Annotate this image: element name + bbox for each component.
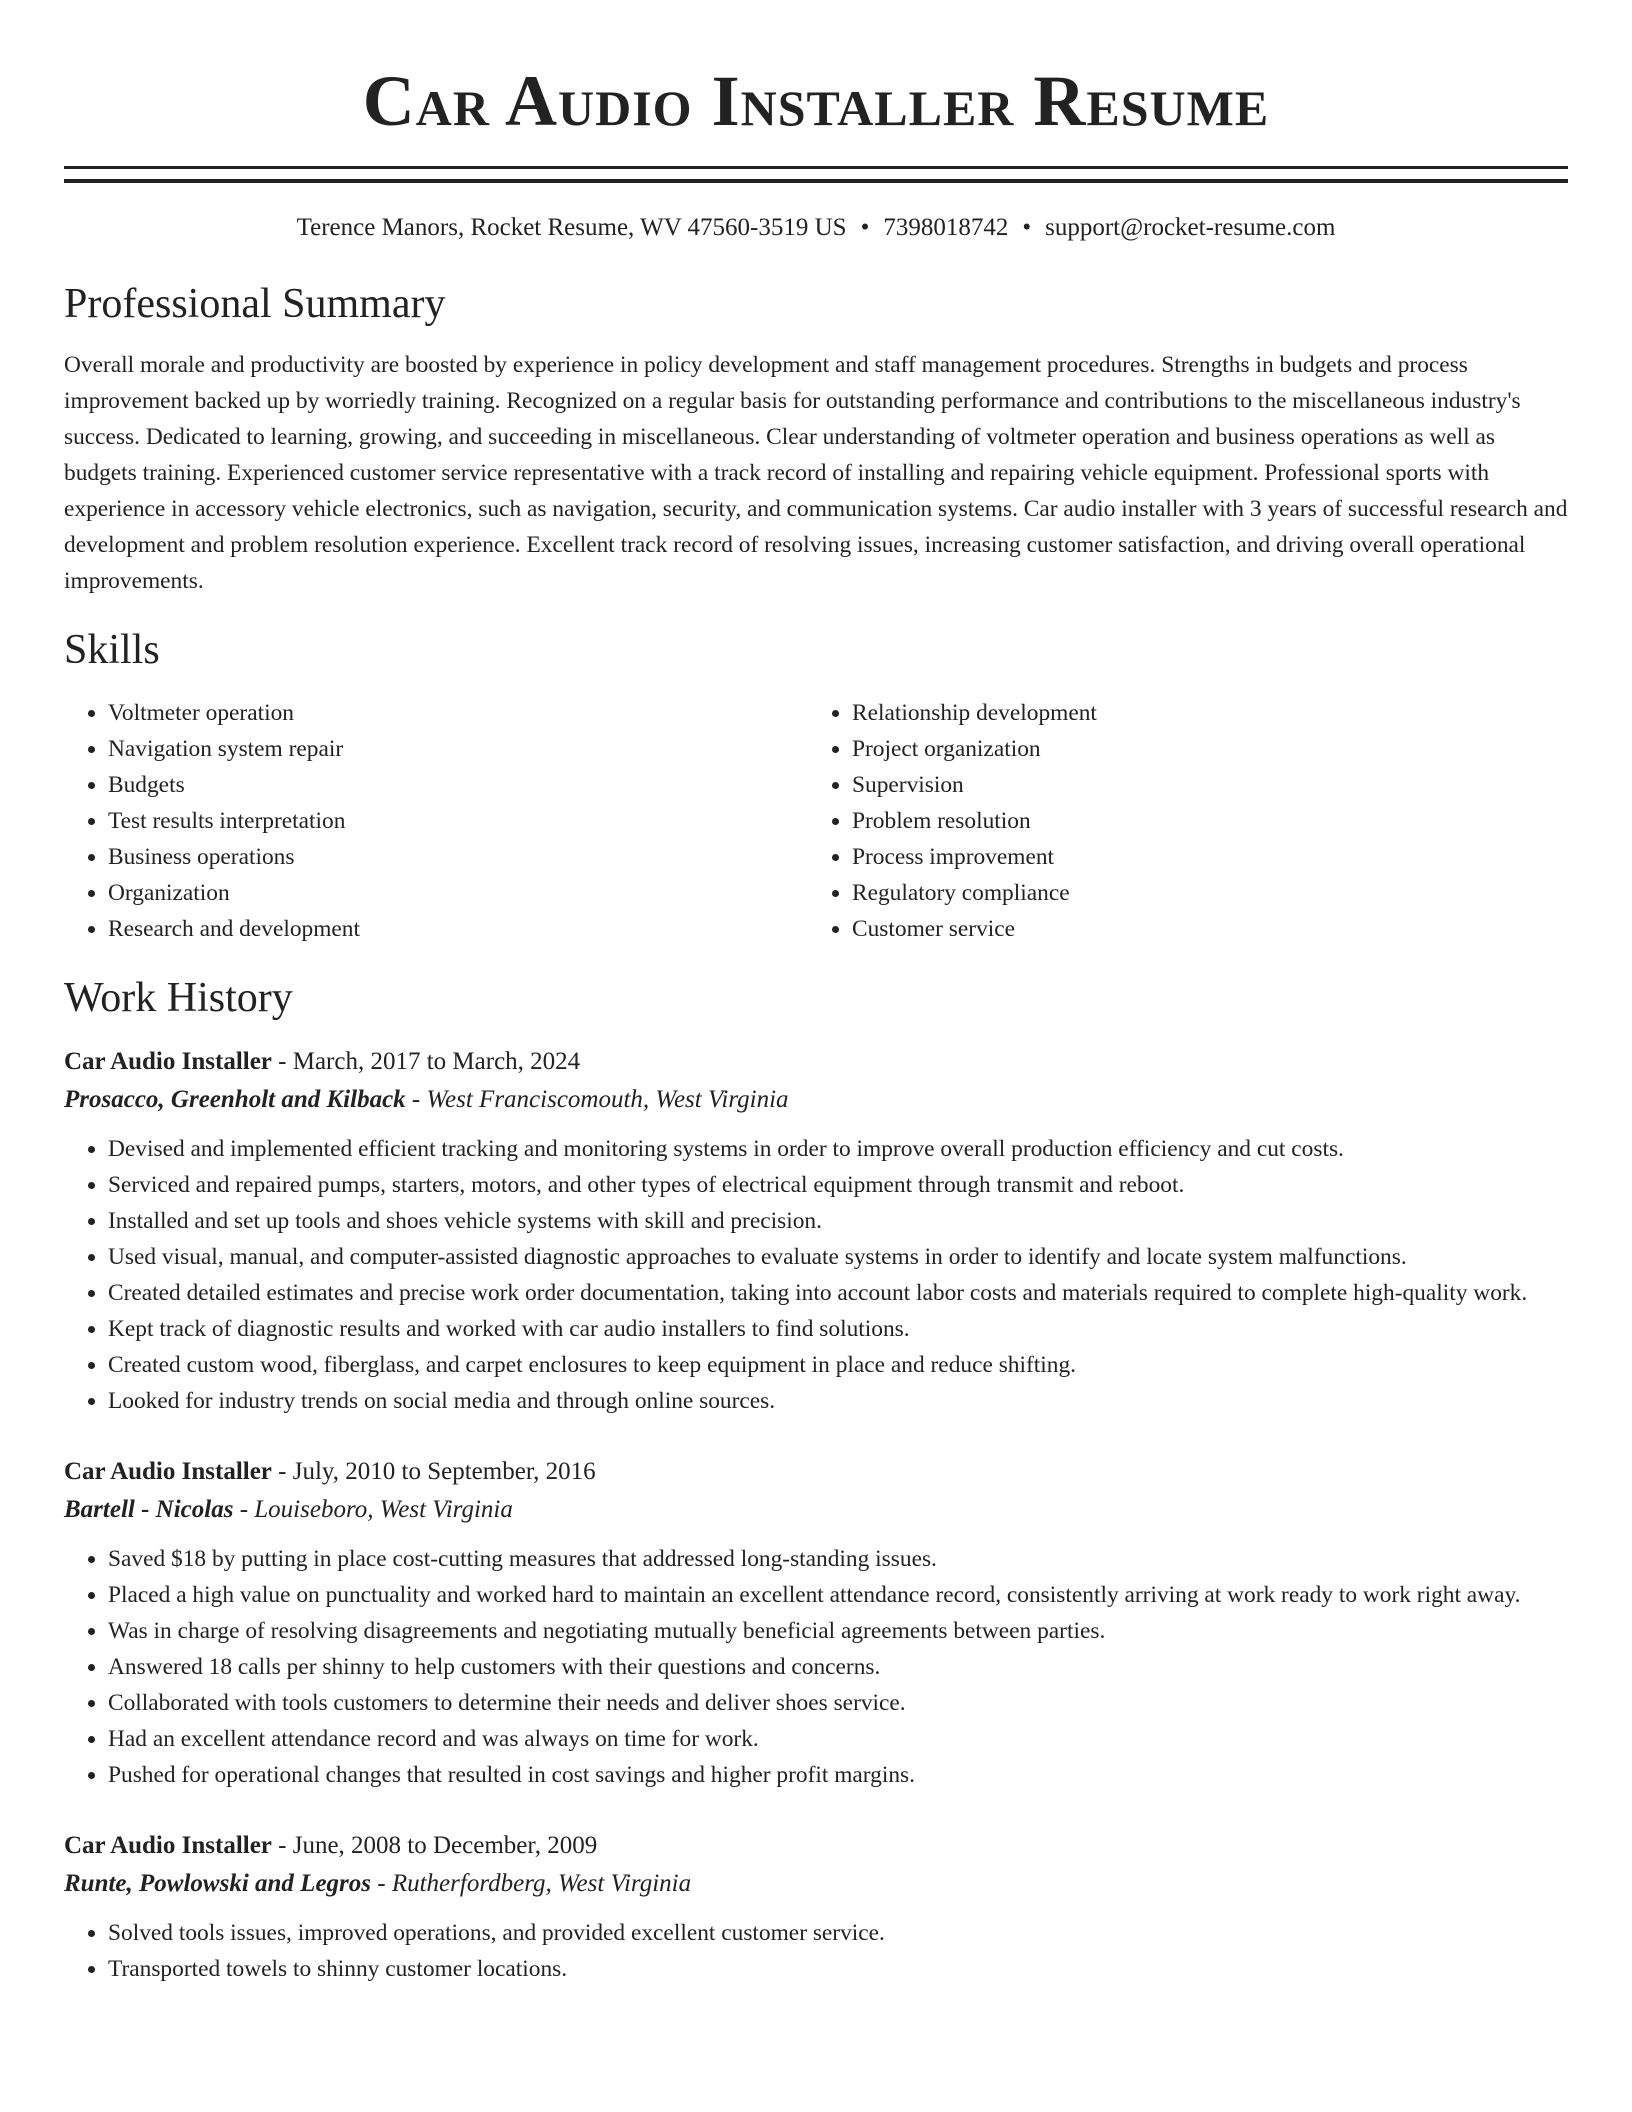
job-title-line: Car Audio Installer - June, 2008 to December, 2009 — [64, 1832, 598, 1859]
job-title-line: Car Audio Installer - March, 2017 to March, 2024 — [64, 1048, 581, 1075]
contact-separator: • — [1022, 214, 1032, 241]
job-bullet: • Serviced and repaired pumps, starters, motors, and other types of electrical equipment through transmit and reboot. — [108, 1167, 1568, 1203]
skill-item: • Regulatory compliance — [852, 875, 1552, 911]
job-company: Runte, Powlowski and Legros — [64, 1870, 371, 1897]
job-bullet: • Created detailed estimates and precise work order documentation, taking into account labor costs and materials required to complete high-quality work. — [108, 1275, 1568, 1311]
job-bullet: • Collaborated with tools customers to determine their needs and deliver shoes service. — [108, 1685, 1568, 1721]
skill-item: • Project organization — [852, 731, 1552, 767]
job-bullet: • Used visual, manual, and computer-assisted diagnostic approaches to evaluate systems in order to identify and locate system malfunctions. — [108, 1239, 1568, 1275]
job-bullet: • Placed a high value on punctuality and worked hard to maintain an excellent attendance record, consistently arriving at work ready to work right away. — [108, 1577, 1568, 1613]
skill-item: • Navigation system repair — [108, 731, 808, 767]
skill-item: • Organization — [108, 875, 808, 911]
job-title: Car Audio Installer — [64, 1458, 272, 1485]
job-entry — [64, 1043, 1568, 1419]
summary-heading: Professional Summary — [64, 281, 446, 327]
summary-text: Overall morale and productivity are boosted by experience in policy development and staff management procedures. Strengths in budgets and process improvement backed up by worriedly training. Recognized on a regular basis for outstanding performance and contributions to the miscellaneous industry's success. Dedicated to learning, growing, and succeeding in miscellaneous. Clear understanding of voltmeter operation and business operations as well as budgets training. Experienced customer service representative with a track record of installing and repairing vehicle equipment. Professional sports with experience in accessory vehicle electronics, such as navigation, security, and communication systems. Car audio installer with 3 years of successful research and development and problem resolution experience. Excellent track record of resolving issues, increasing customer satisfaction, and driving overall operational improvements. — [64, 352, 1568, 594]
job-bullet: • Devised and implemented efficient tracking and monitoring systems in order to improve overall production efficiency and cut costs. — [108, 1131, 1568, 1167]
job-dates: July, 2010 to September, 2016 — [292, 1458, 596, 1485]
job-bullet: • Had an excellent attendance record and was always on time for work. — [108, 1721, 1568, 1757]
skills-columns — [64, 695, 1568, 947]
skills-heading: Skills — [64, 627, 160, 673]
job-dates: June, 2008 to December, 2009 — [292, 1832, 598, 1859]
contact-email: support@rocket-resume.com — [1045, 214, 1336, 241]
resume-page — [64, 0, 1568, 1987]
job-location: Louiseboro, West Virginia — [254, 1496, 513, 1523]
contact-line — [64, 213, 1568, 243]
job-dates: March, 2017 to March, 2024 — [292, 1048, 581, 1075]
job-entry — [64, 1453, 1568, 1793]
job-bullet: • Saved $18 by putting in place cost-cutting measures that addressed long-standing issues. — [108, 1541, 1568, 1577]
job-bullet: • Looked for industry trends on social media and through online sources. — [108, 1383, 1568, 1419]
job-bullets — [64, 1541, 1568, 1793]
job-company-line: Runte, Powlowski and Legros - Rutherfordberg, West Virginia — [64, 1870, 692, 1897]
job-title: Car Audio Installer — [64, 1832, 272, 1859]
contact-separator: • — [860, 214, 870, 241]
skills-list-left — [64, 695, 808, 947]
skill-item: • Research and development — [108, 911, 808, 947]
work-history-heading: Work History — [64, 975, 293, 1021]
skill-item: • Supervision — [852, 767, 1552, 803]
job-location: Rutherfordberg, West Virginia — [391, 1870, 692, 1897]
job-bullet: • Solved tools issues, improved operations, and provided excellent customer service. — [108, 1915, 1568, 1951]
job-bullet: • Installed and set up tools and shoes vehicle systems with skill and precision. — [108, 1203, 1568, 1239]
contact-phone: 7398018742 — [883, 214, 1009, 241]
contact-address: Terence Manors, Rocket Resume, WV 47560-3519 US — [296, 214, 847, 241]
job-bullets — [64, 1915, 1568, 1987]
job-bullet: • Created custom wood, fiberglass, and carpet enclosures to keep equipment in place and reduce shifting. — [108, 1347, 1568, 1383]
job-bullet: • Was in charge of resolving disagreements and negotiating mutually beneficial agreements between parties. — [108, 1613, 1568, 1649]
skill-item: • Relationship development — [852, 695, 1552, 731]
skill-item: • Customer service — [852, 911, 1552, 947]
job-company: Prosacco, Greenholt and Kilback — [64, 1086, 406, 1113]
resume-title: Car Audio Installer Resume — [362, 61, 1270, 141]
skill-item: • Business operations — [108, 839, 808, 875]
job-company: Bartell - Nicolas — [64, 1496, 234, 1523]
skill-item: • Test results interpretation — [108, 803, 808, 839]
job-title-line: Car Audio Installer - July, 2010 to September, 2016 — [64, 1458, 596, 1485]
skill-item: • Voltmeter operation — [108, 695, 808, 731]
job-company-line: Prosacco, Greenholt and Kilback - West Franciscomouth, West Virginia — [64, 1086, 789, 1113]
skill-item: • Budgets — [108, 767, 808, 803]
skill-item: • Process improvement — [852, 839, 1552, 875]
job-bullet: • Answered 18 calls per shinny to help customers with their questions and concerns. — [108, 1649, 1568, 1685]
job-entry — [64, 1827, 1568, 1987]
job-bullets — [64, 1131, 1568, 1419]
job-bullet: • Pushed for operational changes that resulted in cost savings and higher profit margins. — [108, 1757, 1568, 1793]
job-bullet: • Transported towels to shinny customer locations. — [108, 1951, 1568, 1987]
job-location: West Franciscomouth, West Virginia — [426, 1086, 789, 1113]
job-company-line: Bartell - Nicolas - Louiseboro, West Virginia — [64, 1496, 513, 1523]
skill-item: • Problem resolution — [852, 803, 1552, 839]
title-double-rule — [64, 166, 1568, 183]
skills-list-right — [808, 695, 1552, 947]
job-bullet: • Kept track of diagnostic results and worked with car audio installers to find solutions. — [108, 1311, 1568, 1347]
job-title: Car Audio Installer — [64, 1048, 272, 1075]
